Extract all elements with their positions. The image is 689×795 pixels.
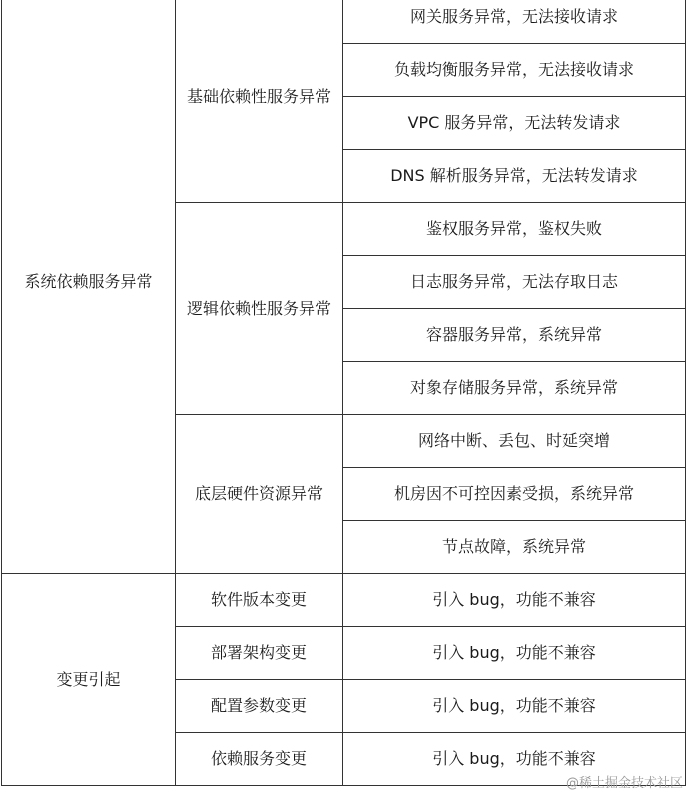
detail-cell: VPC 服务异常，无法转发请求	[343, 97, 686, 150]
table-row	[2, 574, 686, 627]
subcategory-cell: 依赖服务变更	[176, 733, 343, 786]
subcategory-cell: 配置参数变更	[176, 680, 343, 733]
detail-cell: 日志服务异常，无法存取日志	[343, 256, 686, 309]
category-cell: 系统依赖服务异常	[2, 0, 176, 574]
detail-cell: 网关服务异常，无法接收请求	[343, 0, 686, 44]
detail-cell: 鉴权服务异常，鉴权失败	[343, 203, 686, 256]
subcategory-cell: 软件版本变更	[176, 574, 343, 627]
detail-cell: 网络中断、丢包、时延突增	[343, 415, 686, 468]
category-cell: 变更引起	[2, 574, 176, 786]
detail-cell: 负载均衡服务异常，无法接收请求	[343, 44, 686, 97]
subcategory-cell: 底层硬件资源异常	[176, 415, 343, 574]
detail-cell: DNS 解析服务异常，无法转发请求	[343, 150, 686, 203]
watermark: @稀土掘金技术社区	[565, 776, 683, 791]
fault-category-table	[1, 0, 686, 786]
detail-cell: 机房因不可控因素受损，系统异常	[343, 468, 686, 521]
detail-cell: 引入 bug，功能不兼容	[343, 680, 686, 733]
detail-cell: 引入 bug，功能不兼容	[343, 733, 686, 786]
subcategory-cell: 部署架构变更	[176, 627, 343, 680]
detail-cell: 引入 bug，功能不兼容	[343, 574, 686, 627]
detail-cell: 引入 bug，功能不兼容	[343, 627, 686, 680]
table-row	[2, 0, 686, 44]
detail-cell: 对象存储服务异常，系统异常	[343, 362, 686, 415]
detail-cell: 容器服务异常，系统异常	[343, 309, 686, 362]
subcategory-cell: 基础依赖性服务异常	[176, 0, 343, 203]
subcategory-cell: 逻辑依赖性服务异常	[176, 203, 343, 415]
detail-cell: 节点故障，系统异常	[343, 521, 686, 574]
